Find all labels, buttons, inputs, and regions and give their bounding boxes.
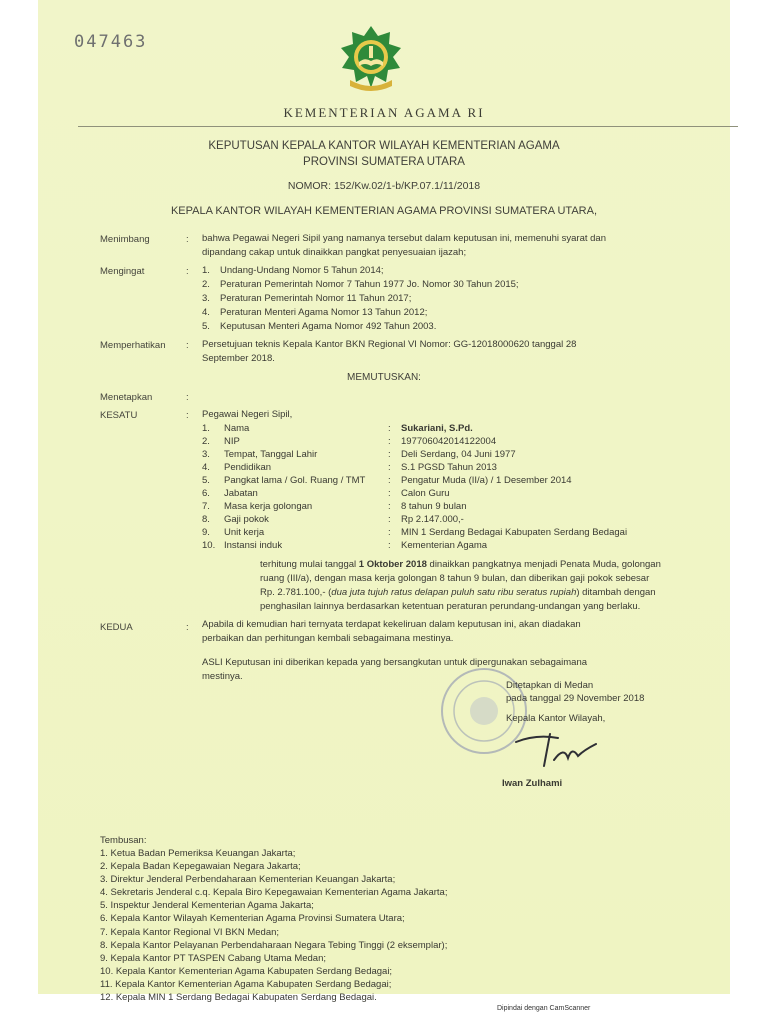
employee-fields [202,422,692,552]
kedua-line: perbaikan dan perhitungan kembali sebagaimana mestinya. [202,633,454,644]
colon: : [186,266,189,277]
menimbang-text [202,232,692,260]
kedua-line: mestinya. [202,671,243,682]
table-row: 5. Pangkat lama / Gol. Ruang / TMT : Pengatur Muda (II/a) / 1 Desember 2014 [202,475,572,486]
ministry-name: KEMENTERIAN AGAMA RI [283,105,485,120]
menimbang-label: Menimbang [100,234,150,245]
scanner-watermark: Dipindai dengan CamScanner [497,1005,591,1012]
paragraph-line: terhitung mulai tanggal 1 Oktober 2018 dinaikkan pangkatnya menjadi Penata Muda, golongan [260,559,661,570]
list-item: 1. Ketua Badan Pemeriksa Keuangan Jakarta; [100,848,296,859]
table-row: 3. Tempat, Tanggal Lahir : Deli Serdang, 04 Juni 1977 [202,449,516,460]
menimbang-line: dipandang cakap untuk dinaikkan pangkat penyesuaian ijazah; [202,247,467,258]
document-page [38,0,730,1004]
ministry-emblem-icon [334,24,408,94]
tembusan-label: Tembusan: [100,835,147,846]
mengingat-label: Mengingat [100,266,145,277]
list-item: 1. Undang-Undang Nomor 5 Tahun 2014; [202,265,384,276]
memperhatikan-line: Persetujuan teknis Kepala Kantor BKN Regional VI Nomor: GG-12018000620 tanggal 28 [202,339,577,350]
list-item: 3. Peraturan Pemerintah Nomor 11 Tahun 2017; [202,293,412,304]
memperhatikan-text [202,338,692,366]
kedua-line: ASLI Keputusan ini diberikan kepada yang bersangkutan untuk dipergunakan sebagaimana [202,657,588,668]
kesatu-intro: Pegawai Negeri Sipil, [202,409,293,420]
table-row: 8. Gaji pokok : Rp 2.147.000,- [202,514,464,525]
list-item: 2. Kepala Badan Kepegawaian Negara Jakarta; [100,861,301,873]
kedua-label: KEDUA [100,622,133,633]
kesatu-paragraph [260,558,700,614]
list-item: 9. Kepala Kantor PT TASPEN Cabang Utama Medan; [100,952,327,964]
paragraph-line: ruang (III/a), dengan masa kerja golongan 8 tahun 9 bulan, dan diberikan gaji pokok sebesar [260,573,650,584]
table-row: 7. Masa kerja golongan : 8 tahun 9 bulan [202,501,467,512]
menimbang-line: bahwa Pegawai Negeri Sipil yang namanya tersebut dalam keputusan ini, memenuhi syarat dan [202,233,606,244]
list-item: 2. Peraturan Pemerintah Nomor 7 Tahun 1977 Jo. Nomor 30 Tahun 2015; [202,279,519,290]
table-row: 4. Pendidikan : S.1 PGSD Tahun 2013 [202,462,497,473]
colon: : [186,410,189,421]
table-row: 10. Instansi induk : Kementerian Agama [202,540,488,551]
colon: : [186,234,189,245]
mengingat-list [202,264,682,334]
list-item: 5. Keputusan Menteri Agama Nomor 492 Tahun 2003. [202,321,437,332]
memperhatikan-line: September 2018. [202,353,275,364]
colon: : [186,340,189,351]
signature-position: Kepala Kantor Wilayah, [506,713,606,724]
decree-title-line1: KEPUTUSAN KEPALA KANTOR WILAYAH KEMENTERIAN AGAMA [208,140,560,152]
list-item: 8. Kepala Kantor Pelayanan Perbendaharaan Negara Tebing Tinggi (2 eksemplar); [100,939,448,951]
table-row: 1. Nama : Sukariani, S.Pd. [202,423,473,434]
list-item: 4. Sekretaris Jenderal c.q. Kepala Biro Kepegawaian Kementerian Agama Jakarta; [100,887,448,899]
paragraph-line: Rp. 2.781.100,- (dua juta tujuh ratus delapan puluh satu ribu seratus rupiah) ditambah dengan [260,587,656,598]
signature-date: pada tanggal 29 November 2018 [506,693,645,704]
signature-place: Ditetapkan di Medan [506,680,594,691]
kedua-line: Apabila di kemudian hari ternyata terdapat kekeliruan dalam keputusan ini, akan diadakan [202,619,581,630]
list-item: 4. Peraturan Menteri Agama Nomor 13 Tahun 2012; [202,307,428,318]
memutuskan-heading: MEMUTUSKAN: [347,372,421,383]
list-item: 5. Inspektur Jenderal Kementerian Agama Jakarta; [100,900,314,912]
table-row: 6. Jabatan : Calon Guru [202,488,450,499]
colon: : [186,622,189,633]
paragraph-line: penghasilan lainnya berdasarkan ketentuan peraturan perundang-undangan yang berlaku. [260,601,641,612]
list-item: 7. Kepala Kantor Regional VI BKN Medan; [100,926,280,938]
colon: : [186,392,189,403]
decree-title-line2: PROVINSI SUMATERA UTARA [303,156,465,168]
list-item: 11. Kepala Kantor Kementerian Agama Kabupaten Serdang Bedagai; [100,978,392,990]
table-row: 2. NIP : 197706042014122004 [202,436,497,447]
list-item: 6. Kepala Kantor Wilayah Kementerian Agama Provinsi Sumatera Utara; [100,913,405,925]
menetapkan-label: Menetapkan [100,392,153,403]
decree-issuer: KEPALA KANTOR WILAYAH KEMENTERIAN AGAMA PROVINSI SUMATERA UTARA, [170,205,598,217]
header-rule [78,126,738,127]
table-row: 9. Unit kerja : MIN 1 Serdang Bedagai Kabupaten Serdang Bedagai [202,527,628,538]
decree-number: NOMOR: 152/Kw.02/1-b/KP.07.1/11/2018 [287,180,481,192]
list-item: 10. Kepala Kantor Kementerian Agama Kabupaten Serdang Bedagai; [100,965,393,977]
tembusan-list [100,847,560,1004]
signatory-name: Iwan Zulhami [502,778,563,789]
serial-number: 047463 [74,32,148,52]
kesatu-label: KESATU [100,410,138,421]
memperhatikan-label: Memperhatikan [100,340,166,351]
list-item: 12. Kepala MIN 1 Serdang Bedagai Kabupaten Serdang Bedagai. [100,992,377,1004]
handwritten-signature-icon [506,720,606,774]
list-item: 3. Direktur Jenderal Perbendaharaan Kementerian Keuangan Jakarta; [100,874,396,886]
